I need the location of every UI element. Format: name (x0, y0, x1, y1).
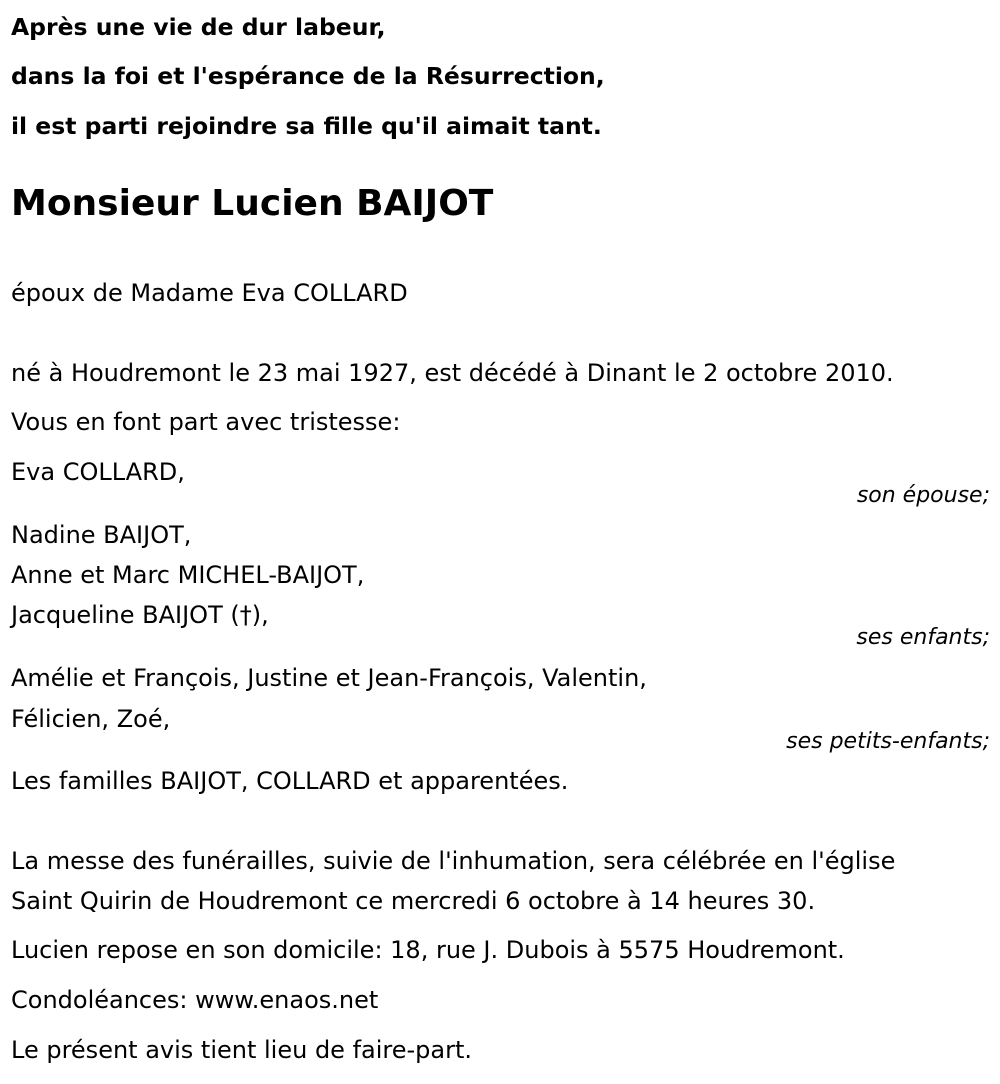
repose-line: Lucien repose en son domicile: 18, rue J. Dubois à 5575 Houdremont. (11, 936, 845, 964)
children-role: ses enfants; (856, 625, 990, 650)
child-name-1: Nadine BAIJOT, (11, 521, 192, 549)
intro-line-3: il est parti rejoindre sa fille qu'il aimait tant. (11, 112, 602, 140)
spouse-role: son épouse; (856, 483, 990, 508)
grandchildren-line-1: Amélie et François, Justine et Jean-François, Valentin, (11, 664, 647, 692)
deceased-name: Monsieur Lucien BAIJOT (11, 183, 494, 224)
child-name-3: Jacqueline BAIJOT (†), (11, 601, 269, 629)
announcement-line: Vous en font part avec tristesse: (11, 408, 401, 436)
spouse-line: époux de Madame Eva COLLARD (11, 279, 408, 307)
condolences-line: Condoléances: www.enaos.net (11, 986, 379, 1014)
grandchildren-role: ses petits-enfants; (786, 729, 990, 754)
funeral-line-2: Saint Quirin de Houdremont ce mercredi 6 octobre à 14 heures 30. (11, 887, 816, 915)
intro-line-1: Après une vie de dur labeur, (11, 13, 386, 41)
spouse-name: Eva COLLARD, (11, 458, 185, 486)
child-name-2: Anne et Marc MICHEL-BAIJOT, (11, 561, 365, 589)
funeral-line-1: La messe des funérailles, suivie de l'inhumation, sera célébrée en l'église (11, 847, 896, 875)
families-line: Les familles BAIJOT, COLLARD et apparentées. (11, 767, 569, 795)
closing-line: Le présent avis tient lieu de faire-part. (11, 1036, 473, 1064)
grandchildren-line-2: Félicien, Zoé, (11, 705, 171, 733)
intro-line-2: dans la foi et l'espérance de la Résurrection, (11, 62, 605, 90)
birth-death-line: né à Houdremont le 23 mai 1927, est décédé à Dinant le 2 octobre 2010. (11, 359, 894, 387)
